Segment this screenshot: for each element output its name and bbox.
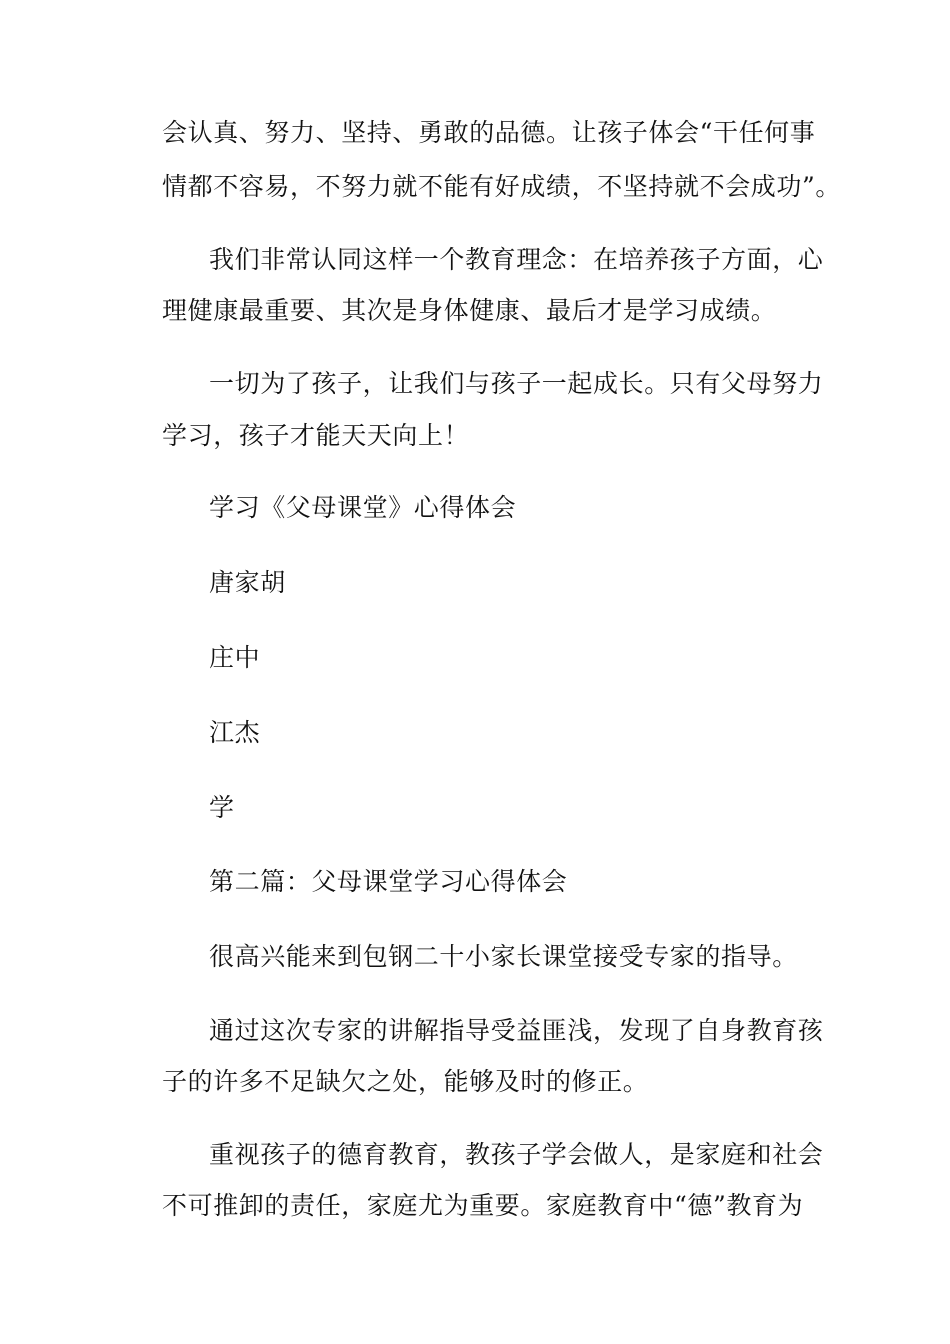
text-line: 重视孩子的德育教育，教孩子学会做人，是家庭和社会	[209, 1140, 824, 1169]
text-line: 很高兴能来到包钢二十小家长课堂接受专家的指导。	[209, 942, 798, 971]
text-line: 理健康最重要、其次是身体健康、最后才是学习成绩。	[162, 296, 777, 325]
text-line: 不可推卸的责任，家庭尤为重要。家庭教育中“德”教育为	[162, 1191, 804, 1220]
text-line: 我们非常认同这样一个教育理念：在培养孩子方面，心	[209, 245, 824, 274]
text-line: 庄中	[209, 643, 261, 672]
text-line: 子的许多不足缺欠之处，能够及时的修正。	[162, 1067, 649, 1096]
text-line: 唐家胡	[209, 568, 286, 597]
text-line: 情都不容易，不努力就不能有好成绩，不坚持就不会成功”。	[162, 172, 841, 201]
text-line: 会认真、努力、坚持、勇敢的品德。让孩子体会“干任何事	[162, 118, 816, 147]
text-line: 学	[209, 793, 235, 822]
heading-line: 学习《父母课堂》心得体会	[209, 493, 517, 522]
text-line: 江杰	[209, 718, 261, 747]
text-line: 学习，孩子才能天天向上！	[162, 421, 470, 450]
text-line: 一切为了孩子，让我们与孩子一起成长。只有父母努力	[209, 369, 824, 398]
heading-line: 第二篇：父母课堂学习心得体会	[209, 867, 568, 896]
text-line: 通过这次专家的讲解指导受益匪浅，发现了自身教育孩	[209, 1016, 824, 1045]
